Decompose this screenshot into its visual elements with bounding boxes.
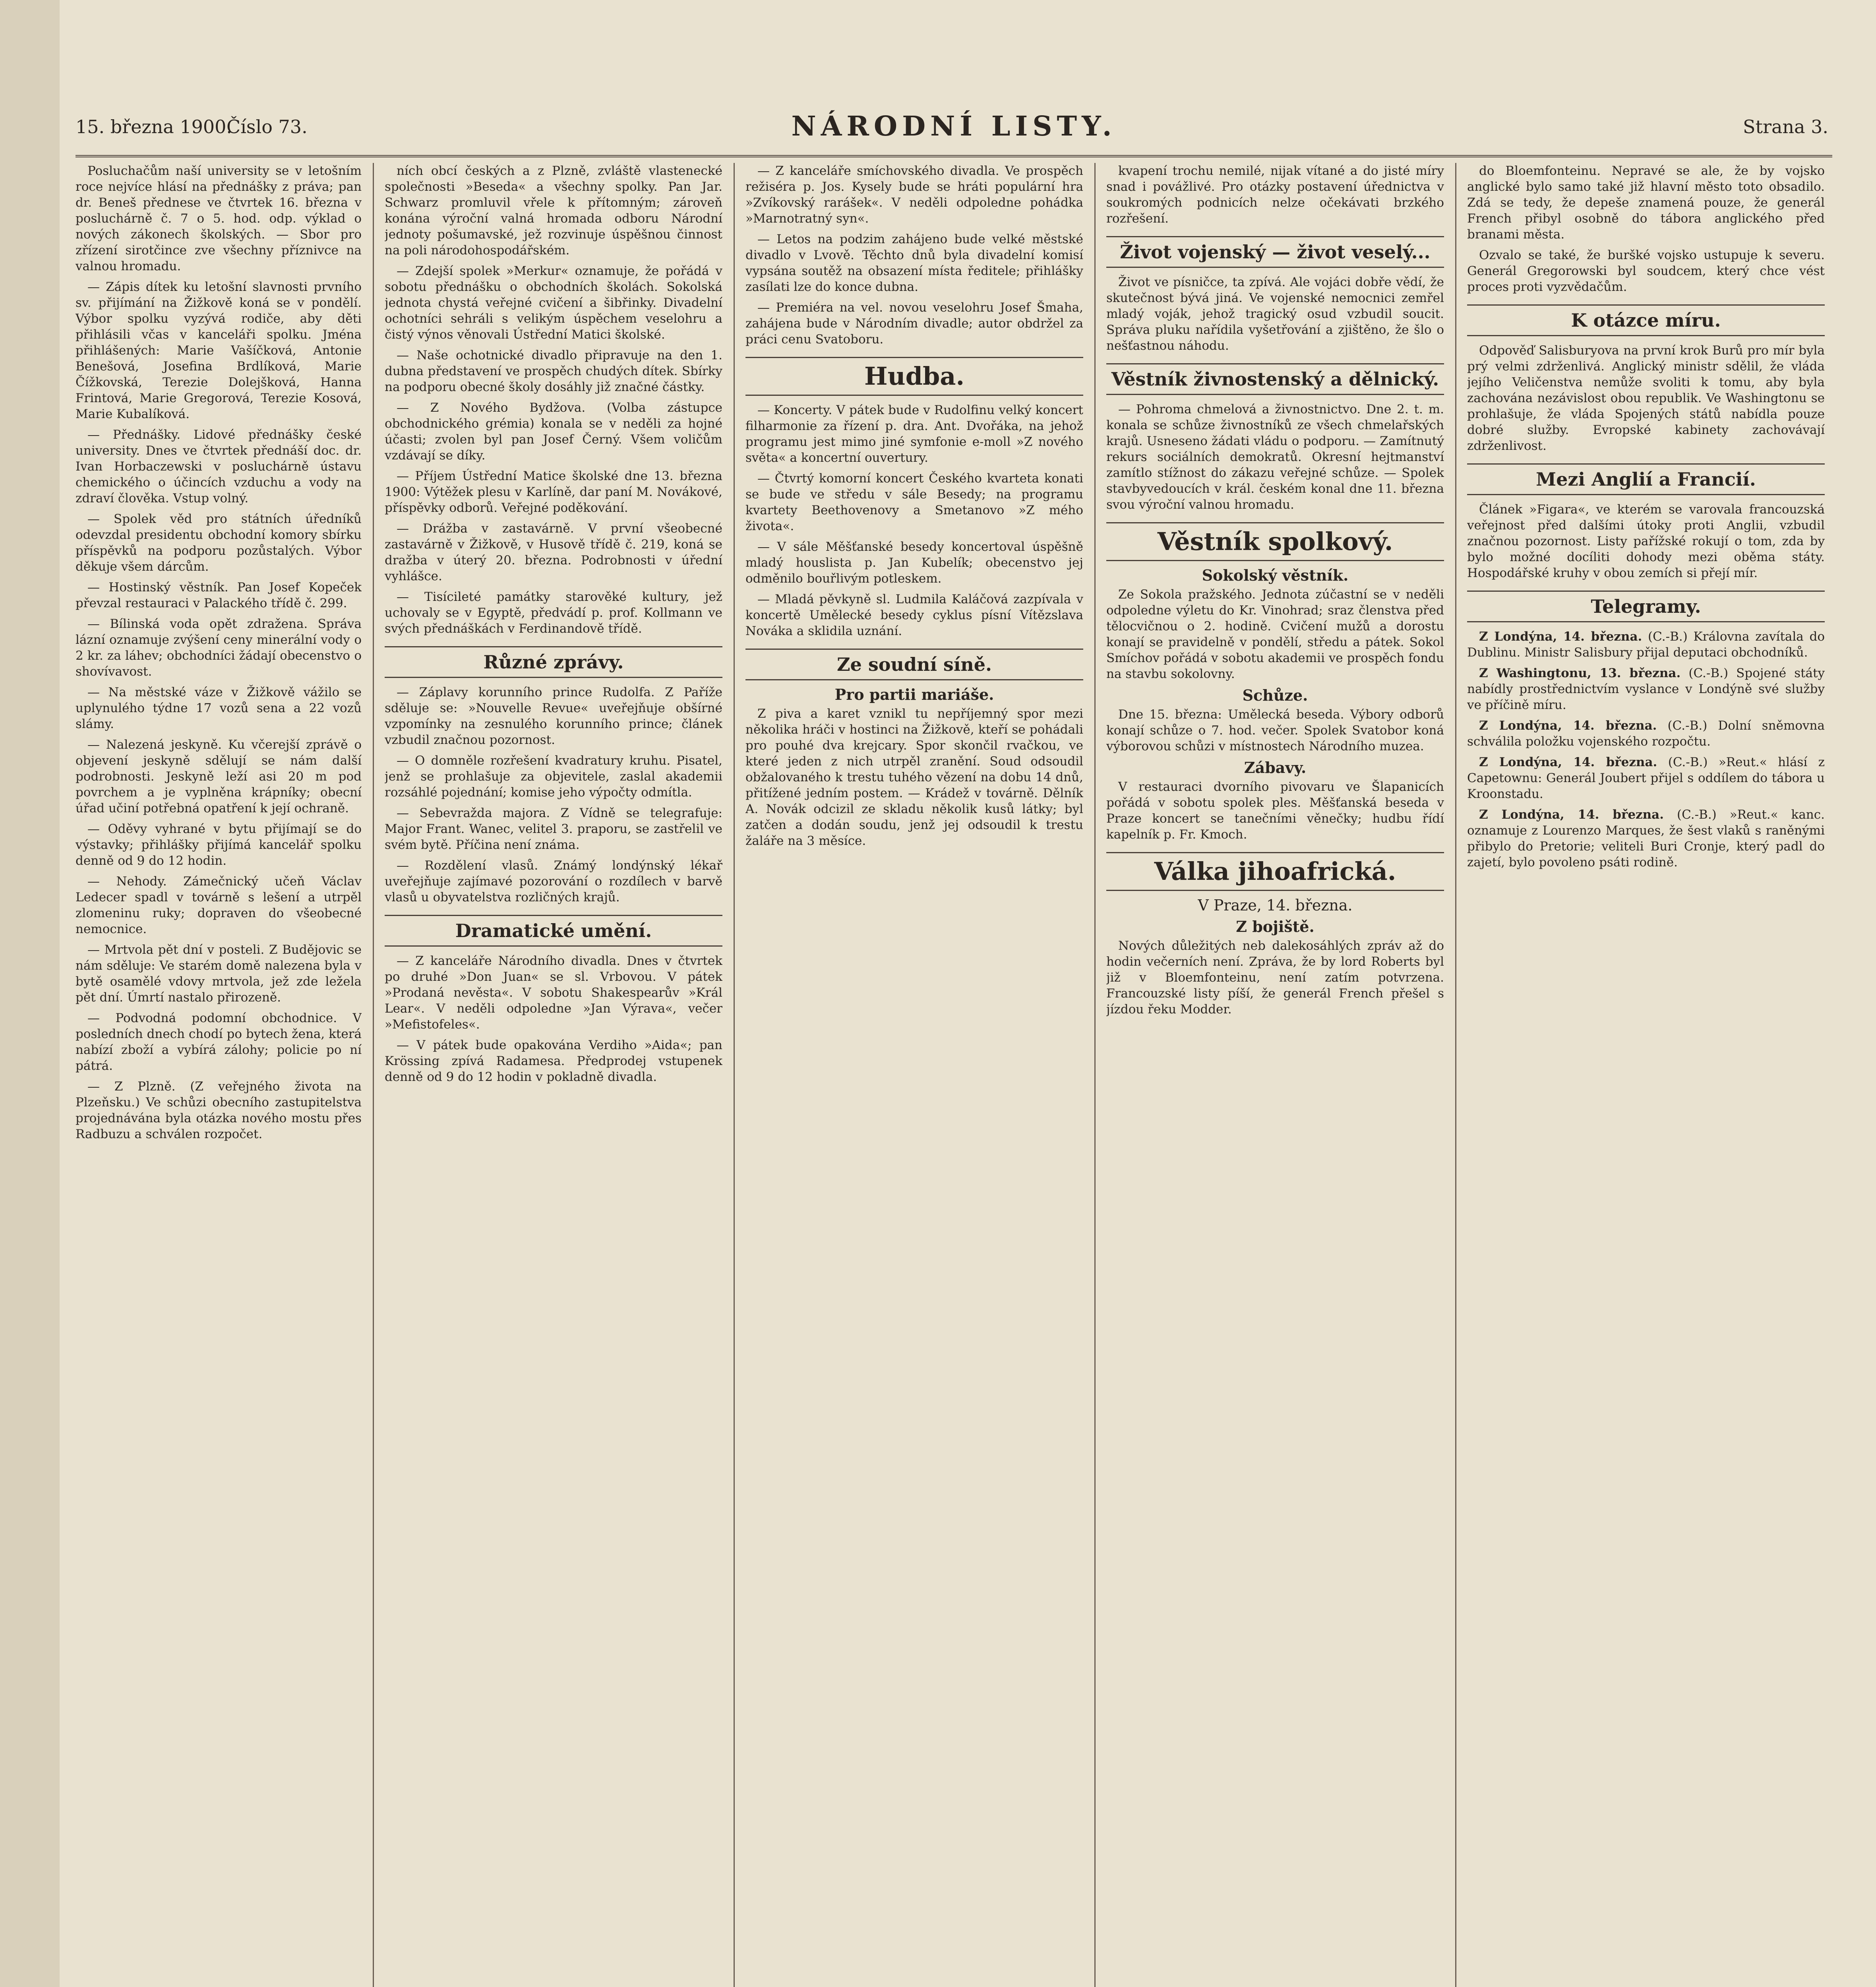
telegram-text: (C.-B.) »Reut.« kanc. oznamuje z Lourenzo Marques, že šest vlaků s raněnými přibylo do Pretorie; veliteli Buri Cronje, který padl do zajetí, bylo povoleno psáti rodině. <box>1467 808 1825 870</box>
article: Článek »Figara«, ve kterém se varovala francouzská veřejnost před dalšími útoky proti Anglii, vzbudil značnou pozornost. Listy pařížské rokují o tom, zda by bylo možné docíliti dohody mezi oběma státy. Hospodářské kruhy v obou zemích si přejí mír. <box>1467 502 1825 580</box>
telegram-item <box>1467 665 1825 713</box>
section-heading-hudba: Hudba. <box>745 357 1083 396</box>
article: do Bloemfonteinu. Nepravé se ale, že by vojsko anglické bylo samo také již hlavní město toto obsadilo. Zdá se tedy, že depeše znamená pouze, že generál French přibyl osobně do tábora anglického před branami města. <box>1467 164 1825 242</box>
article: — Pohroma chmelová a živnostnictvo. Dne 2. t. m. konala se schůze živnostníků ze všech chmelařských krajů. Usneseno žádati vládu o podporu. — Zamítnutý rekurs sociálních demokratů. Okresní hejtmanství zamítlo stížnost do zákazu veřejné schůze. — Spolek stavbyvedoucích v král. českém konal dne 11. března svou výroční valnou hromadu. <box>1106 402 1444 512</box>
article: — Bílinská voda opět zdražena. Správa lázní oznamuje zvýšení ceny minerální vody o 2 kr. za láhev; obchodníci žádají obecenstvo o shovívavost. <box>76 617 362 679</box>
article: — Podvodná podomní obchodnice. V posledních dnech chodí po bytech žena, která nabízí zboží a vybírá zálohy; policie po ní pátrá. <box>76 1011 362 1073</box>
column-2 <box>385 163 722 1987</box>
section-heading-telegramy: Telegramy. <box>1467 591 1825 622</box>
column-rule <box>734 163 735 1987</box>
article: Ze Sokola pražského. Jednota zúčastní se v neděli odpoledne výletu do Kr. Vinohrad; sraz členstva před tělocvičnou o 2. hodině. Cvičení mužů a dorostu konají se pravidelně v pondělí, středu a pátek. Sokol Smíchov pořádá v sobotu akademii ve prospěch fondu na stavbu sokolovny. <box>1106 587 1444 681</box>
telegram-item <box>1467 629 1825 660</box>
article: — Zápis dítek ku letošní slavnosti prvního sv. přijímání na Žižkově koná se v pondělí. Výbor spolku vyzývá rodiče, aby děti přihlásili včas v kanceláři spolku. Jména přihlášených: Marie Vašíčková, Antonie Benešová, Josefina Brdlíková, Marie Čížkovská, Terezie Dolejšková, Hanna Frintová, Marie Gregorová, Terezie Kosová, Marie Kubalíková. <box>76 280 362 421</box>
page-number: Strana 3. <box>1743 116 1828 138</box>
subheading: Pro partii mariáše. <box>834 686 994 703</box>
article: — Oděvy vyhrané v bytu přijímají se do výstavky; přihlášky přijímá kancelář spolku denně od 9 do 12 hodin. <box>76 822 362 868</box>
article: Posluchačům naší university se v letošním roce nejvíce hlásí na přednášky z práva; pan dr. Beneš přednese ve čtvrtek 16. března v posluchárně č. 7 o 5. hod. odp. výklad o nových zákonech školských. — Sbor pro zřízení sirotčince zve všechny příznivce na valnou hromadu. <box>76 164 362 273</box>
article: — Zdejší spolek »Merkur« oznamuje, že pořádá v sobotu přednášku o obchodních školách. Sokolská jednota chystá veřejné cvičení a šibřinky. Divadelní ochotníci sehráli s velikým úspěchem veselohru a čistý výnos věnovali Ústřední Matici školské. <box>385 264 722 342</box>
section-heading-valka-jihoafricka: Válka jihoafrická. <box>1106 852 1444 891</box>
telegram-text: (C.-B.) »Reut.« hlásí z Capetownu: Generál Joubert přijel s oddílem do tábora u Kroonstadu. <box>1467 755 1825 801</box>
section-heading-vestnik-spolkovy: Věstník spolkový. <box>1106 522 1444 561</box>
article: ních obcí českých a z Plzně, zvláště vlastenecké společnosti »Beseda« a všechny spolky. Pan Jar. Schwarz promluvil vřele k přítomným; zároveň konána výroční valná hromada odboru Národní jednoty pošumavské, jež rozvinuje úspěšnou činnost na poli národohospodářském. <box>385 164 722 258</box>
article: V restauraci dvorního pivovaru ve Šlapanicích pořádá v sobotu spolek ples. Měšťanská beseda v Praze koncert se tanečními věnečky; hudbu řídí kapelník p. Fr. Kmoch. <box>1106 780 1444 842</box>
subheading: Sokolský věstník. <box>1202 566 1349 584</box>
article: — Premiéra na vel. novou veselohru Josef Šmaha, zahájena bude v Národním divadle; autor obdržel za práci cenu Svatoboru. <box>745 300 1083 347</box>
article: — O domněle rozřešení kvadratury kruhu. Pisatel, jenž se prohlašuje za objevitele, zaslal akademii rozsáhlé pojednání; komise jeho výpočty odmítla. <box>385 753 722 800</box>
article: — Nehody. Zámečnický učeň Václav Ledecer spadl v továrně s lešení a utrpěl zlomeninu ruky; dopraven do všeobecné nemocnice. <box>76 874 362 936</box>
column-1 <box>76 163 362 1987</box>
article: — V pátek bude opakována Verdiho »Aida«; pan Krössing zpívá Radamesa. Předprodej vstupenek denně od 9 do 12 hodin v pokladně divadla. <box>385 1038 722 1084</box>
article: Odpověď Salisburyova na první krok Burů pro mír byla prý velmi zdrženlivá. Anglický ministr sdělil, že vláda jejího Veličenstva nemůže svoliti k tomu, aby byla zachována nezávislost obou republik. Ve Washingtonu se prohlašuje, že vláda Spojených států nabídla pouze dobré služby. Evropské kabinety zachovávají zdrženlivost. <box>1467 343 1825 453</box>
dateline: V Praze, 14. března. <box>1198 897 1353 914</box>
subheading: Schůze. <box>1242 686 1308 704</box>
article: Ozvalo se také, že buršké vojsko ustupuje k severu. Generál Gregorowski byl soudcem, který chce vést proces proti vyzvědačům. <box>1467 248 1825 294</box>
column-rule <box>1455 163 1456 1987</box>
issue-number: Číslo 73. <box>227 116 308 138</box>
column-3 <box>745 163 1083 1987</box>
article: — Koncerty. V pátek bude v Rudolfinu velký koncert filharmonie za řízení p. dra. Ant. Dvořáka, na jehož programu jest mimo jiné symfonie e-moll »Z nového světa« a koncertní ouvertury. <box>745 403 1083 465</box>
section-heading-anglie-francie: Mezi Anglií a Francií. <box>1467 463 1825 495</box>
issue-date: 15. března 1900. <box>76 116 232 138</box>
column-rule <box>1094 163 1096 1987</box>
article: Dne 15. března: Umělecká beseda. Výbory odborů konají schůze o 7. hod. večer. Spolek Svatobor koná výborovou schůzi v místnostech Národního muzea. <box>1106 707 1444 753</box>
article: — Příjem Ústřední Matice školské dne 13. března 1900: Výtěžek plesu v Karlíně, dar paní M. Novákové, příspěvky odborů. Veřejné poděkování. <box>385 469 722 515</box>
article: — Z Plzně. (Z veřejného života na Plzeňsku.) Ve schůzi obecního zastupitelstva projednávána byla otázka nového mostu přes Radbuzu a schválen rozpočet. <box>76 1079 362 1141</box>
article: — Sebevražda majora. Z Vídně se telegrafuje: Major Frant. Wanec, velitel 3. praporu, se zastřelil ve svém bytě. Příčina není známa. <box>385 806 722 852</box>
section-heading-vestnik-zivnostensky: Věstník živnostenský a dělnický. <box>1106 363 1444 395</box>
article: — Záplavy korunního prince Rudolfa. Z Paříže sděluje se: »Nouvelle Revue« uveřejňuje obšírné vzpomínky na zesnulého korunního prince; článek vzbudil značnou pozornost. <box>385 685 722 747</box>
subheading: Zábavy. <box>1244 759 1307 777</box>
telegram-dateline: Z Londýna, 14. března. <box>1479 629 1642 644</box>
subheading: Z bojiště. <box>1236 918 1315 935</box>
article: — Mrtvola pět dní v posteli. Z Budějovic se nám sděluje: Ve starém domě nalezena byla v bytě osamělé vdovy mrtvola, jež zde ležela pět dní. Úmrtí nastalo přirozeně. <box>76 943 362 1005</box>
article: — V sále Měšťanské besedy koncertoval úspěšně mladý houslista p. Jan Kubelík; obecenstvo jej odměnilo bouřlivým potleskem. <box>745 540 1083 586</box>
article: — Nalezená jeskyně. Ku včerejší zprávě o objevení jeskyně sdělují se nám další podrobnosti. Jeskyně leží asi 20 m pod povrchem a je vyplněna krápníky; obecní úřad učiní potřebná opatření k její ochraně. <box>76 738 362 815</box>
article: — Na městské váze v Žižkově vážilo se uplynulého týdne 17 vozů sena a 22 vozů slámy. <box>76 685 362 731</box>
article: Nových důležitých neb dalekosáhlých zpráv až do hodin večerních není. Zpráva, že by lord Roberts byl již v Bloemfonteinu, není zatím potvrzena. Francouzské listy píší, že generál French přešel s jízdou řeku Modder. <box>1106 939 1444 1017</box>
section-heading-dramaticke-umeni: Dramatické umění. <box>385 915 722 947</box>
telegram-dateline: Z Londýna, 14. března. <box>1479 755 1657 769</box>
article: — Z Nového Bydžova. (Volba zástupce obchodnického grémia) konala se v neděli za hojné účasti; zvolen byl pan Josef Černý. Všem voličům vzdávají se díky. <box>385 401 722 463</box>
masthead-title: NÁRODNÍ LISTY. <box>791 110 1117 142</box>
telegram-dateline: Z Londýna, 14. března. <box>1479 808 1664 822</box>
article: Život ve písničce, ta zpívá. Ale vojáci dobře vědí, že skutečnost bývá jiná. Ve vojenské nemocnici zemřel mladý voják, jehož tragický osud vzbudil soucit. Správa pluku nařídila vyšetřování a zjištěno, že šlo o nešťastnou náhodu. <box>1106 275 1444 353</box>
article: — Letos na podzim zahájeno bude velké městské divadlo v Lvově. Těchto dnů byla divadelní komisí vypsána soutěž na obsazení místa ředitele; přihlášky zasílati lze do konce dubna. <box>745 232 1083 294</box>
article: — Čtvrtý komorní koncert Českého kvarteta konati se bude ve středu v sále Besedy; na programu kvartety Beethovenovy a Smetanovo »Z mého života«. <box>745 471 1083 533</box>
article: — Spolek věd pro státních úředníků odevzdal presidentu obchodní komory sbírku příspěvků na podporu pozůstalých. Výbor děkuje všem dárcům. <box>76 512 362 574</box>
telegram-item <box>1467 754 1825 802</box>
page-header <box>76 107 1832 157</box>
telegram-text: (C.-B.) Dolní sněmovna schválila položku vojenského rozpočtu. <box>1467 718 1825 749</box>
telegram-item <box>1467 718 1825 749</box>
article: — Z kanceláře smíchovského divadla. Ve prospěch režiséra p. Jos. Kysely bude se hráti populární hra »Zvíkovský rarášek«. V neděli odpoledne pohádka »Marnotratný syn«. <box>745 164 1083 226</box>
previous-page-edge <box>0 0 60 1987</box>
article: — Rozdělení vlasů. Známý londýnský lékař uveřejňuje zajímavé pozorování o rozdílech v barvě vlasů u obyvatelstva rozličných krajů. <box>385 858 722 904</box>
section-heading-otazka-miru: K otázce míru. <box>1467 304 1825 336</box>
article: — Hostinský věstník. Pan Josef Kopeček převzal restauraci v Palackého třídě č. 299. <box>76 580 362 610</box>
article: Z piva a karet vznikl tu nepříjemný spor mezi několika hráči v hostinci na Žižkově, kteří se pohádali pro pouhé dva krejcary. Spor skončil rvačkou, ve které jeden z nich utrpěl zranění. Soud odsoudil obžalovaného k trestu tuhého vězení na dobu 14 dnů, přitížené jedním postem. — Krádež v továrně. Dělník A. Novák odcizil ze skladu několik kusů látky; byl zatčen a dodán soudu, jenž jej odsoudil k trestu žaláře na 3 měsíce. <box>745 707 1083 848</box>
article: — Drážba v zastavárně. V první všeobecné zastavárně v Žižkově, v Husově třídě č. 219, koná se dražba v úterý 20. března. Podrobnosti v úřední vyhlášce. <box>385 521 722 583</box>
article: — Z kanceláře Národního divadla. Dnes v čtvrtek po druhé »Don Juan« se sl. Vrbovou. V pátek »Prodaná nevěsta«. V sobotu Shakespearův »Král Lear«. V neděli odpoledne »Jan Výrava«, večer »Mefistofeles«. <box>385 954 722 1032</box>
article: — Naše ochotnické divadlo připravuje na den 1. dubna představení ve prospěch chudých dítek. Sbírky na podporu obecné školy dosáhly již značné částky. <box>385 348 722 394</box>
column-rule <box>373 163 374 1987</box>
article: — Tisícileté památky starověké kultury, jež uchovaly se v Egyptě, předvádí p. prof. Kollmann ve svých přednáškách v Ferdinandově třídě. <box>385 590 722 636</box>
telegram-text: (C.-B.) Spojené státy nabídly prostřednictvím vyslance v Londýně své služby ve příčině míru. <box>1467 666 1825 712</box>
section-heading-zivot-vojensky: Život vojenský — život veselý... <box>1106 236 1444 268</box>
section-heading-ruzne-zpravy: Různé zprávy. <box>385 646 722 678</box>
telegram-dateline: Z Washingtonu, 13. března. <box>1479 666 1681 680</box>
telegram-dateline: Z Londýna, 14. března. <box>1479 718 1657 733</box>
article: kvapení trochu nemilé, nijak vítané a do jisté míry snad i povážlivé. Pro otázky postavení úřednictva v soukromých podnicích nelze očekávati brzkého rozřešení. <box>1106 164 1444 226</box>
telegram-item <box>1467 807 1825 870</box>
article: — Mladá pěvkyně sl. Ludmila Kaláčová zazpívala v koncertě Umělecké besedy cyklus písní Vítězslava Nováka a sklidila uznání. <box>745 592 1083 638</box>
column-4 <box>1106 163 1444 1987</box>
article: — Přednášky. Lidové přednášky české university. Dnes ve čtvrtek přednáší doc. dr. Ivan Horbaczewski v posluchárně ústavu chemického o účincích vzduchu a vody na zdraví člověka. Vstup volný. <box>76 428 362 505</box>
section-heading-soudni-sin: Ze soudní síně. <box>745 649 1083 680</box>
column-5 <box>1467 163 1825 1987</box>
telegram-text: (C.-B.) Královna zavítala do Dublinu. Ministr Salisbury přijal deputaci obchodníků. <box>1467 629 1825 660</box>
